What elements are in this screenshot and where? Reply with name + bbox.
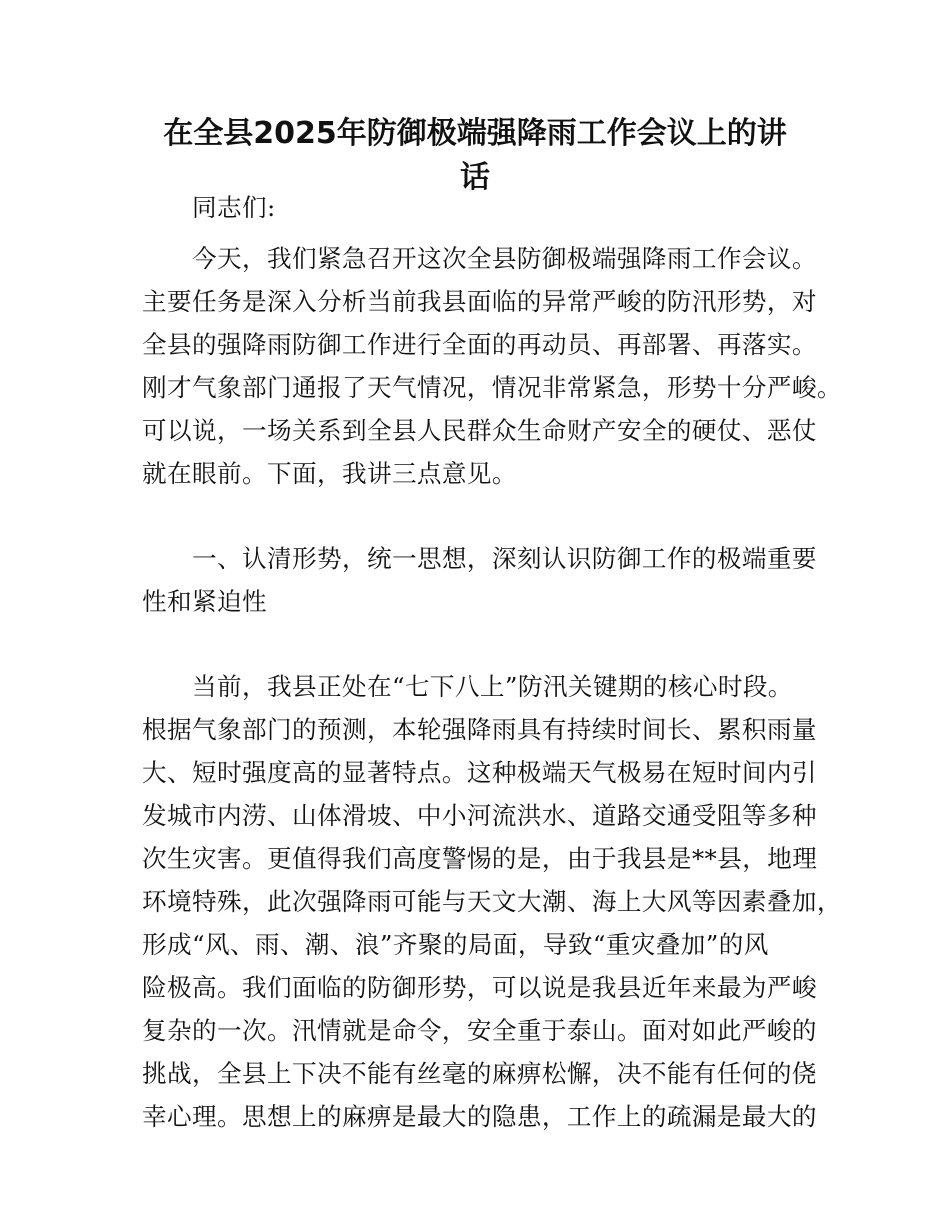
text-line: 险极高。我们面临的防御形势，可以说是我县近年来最为严峻 <box>142 973 817 1002</box>
text-line: 形成“风、雨、潮、浪”齐聚的局面，导致“重灾叠加”的风 <box>142 930 769 959</box>
paragraph-intro <box>142 237 842 495</box>
document-body <box>142 186 842 1138</box>
paragraph-situation <box>142 665 842 1138</box>
heading-line: 性和紧迫性 <box>142 587 267 616</box>
text-line: 大、短时强度高的显著特点。这种极端天气极易在短时间内引 <box>142 758 817 787</box>
text-line: 次生灾害。更值得我们高度警惕的是，由于我县是**县，地理 <box>142 844 818 873</box>
heading-line: 一、认清形势，统一思想，深刻认识防御工作的极端重要 <box>192 544 817 573</box>
text-line: 全县的强降雨防御工作进行全面的再动员、再部署、再落实。 <box>142 330 817 359</box>
text-line: 根据气象部门的预测，本轮强降雨具有持续时间长、累积雨量 <box>142 715 817 744</box>
text-line: 幸心理。思想上的麻痹是最大的隐患，工作上的疏漏是最大的 <box>142 1102 817 1131</box>
text-line: 复杂的一次。汛情就是命令，安全重于泰山。面对如此严峻的 <box>142 1016 817 1045</box>
title-line: 话 <box>460 160 490 195</box>
title-line: 在全县2025年防御极端强降雨工作会议上的讲 <box>163 116 787 151</box>
section-heading-1 <box>142 537 832 623</box>
text-line: 环境特殊，此次强降雨可能与天文大潮、海上大风等因素叠加， <box>142 887 842 916</box>
text-line: 主要任务是深入分析当前我县面临的异常严峻的防汛形势，对 <box>142 287 817 316</box>
text-line: 刚才气象部门通报了天气情况，情况非常紧急，形势十分严峻。 <box>142 373 842 402</box>
text-line: 就在眼前。下面，我讲三点意见。 <box>142 459 517 488</box>
text-line: 今天，我们紧急召开这次全县防御极端强降雨工作会议。 <box>192 244 817 273</box>
salutation: 同志们: <box>192 193 276 222</box>
text-line: 可以说，一场关系到全县人民群众生命财产安全的硬仗、恶仗 <box>142 416 817 445</box>
text-line: 挑战，全县上下决不能有丝毫的麻痹松懈，决不能有任何的侥 <box>142 1059 817 1088</box>
text-line: 发城市内涝、山体滑坡、中小河流洪水、道路交通受阻等多种 <box>142 801 817 830</box>
text-line: 当前，我县正处在“七下八上”防汛关键期的核心时段。 <box>192 672 793 701</box>
